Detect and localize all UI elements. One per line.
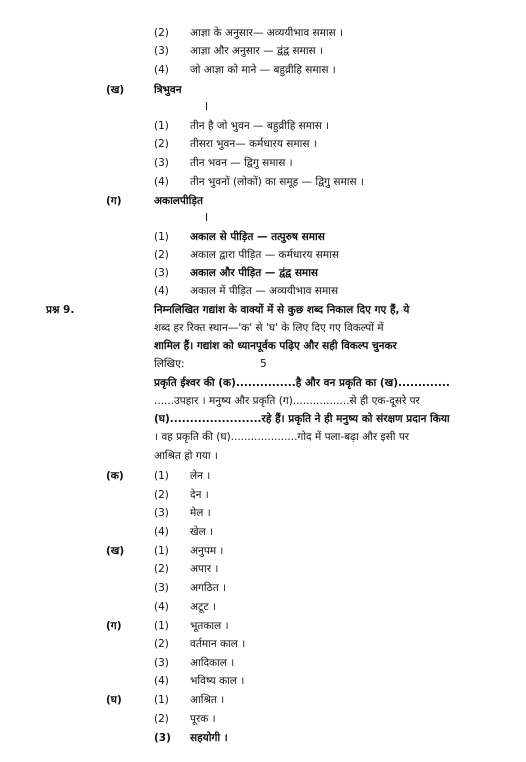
option-text: देन । bbox=[190, 489, 209, 501]
option-text: वर्तमान काल । bbox=[190, 638, 246, 650]
item-number: (3) bbox=[154, 267, 169, 279]
passage-line: आश्रित हो गया । bbox=[154, 450, 218, 462]
option-text: मेल । bbox=[190, 507, 211, 519]
option-text: भविष्य काल । bbox=[190, 675, 245, 687]
option-text: आश्रित । bbox=[190, 694, 225, 706]
section-word: त्रिभुवन bbox=[154, 84, 182, 96]
section-label: (ख) bbox=[106, 84, 125, 96]
item-text: तीन है जो भुवन — बहुव्रीहि समास । bbox=[190, 120, 330, 132]
passage-line: । वह प्रकृति की (घ)....................गोद में पला-बढ़ा और इसी पर bbox=[154, 431, 410, 443]
option-number: (3) bbox=[154, 732, 171, 744]
item-number: (4) bbox=[154, 64, 169, 76]
option-number: (1) bbox=[154, 620, 169, 632]
item-text: तीसरा भुवन— कर्मधारय समास । bbox=[190, 138, 317, 150]
section-label: (ग) bbox=[106, 195, 122, 207]
item-text: तीन भवन — द्विगु समास । bbox=[190, 157, 293, 169]
question-label: प्रश्न 9. bbox=[46, 304, 75, 316]
option-number: (1) bbox=[154, 545, 169, 557]
section-mark: I bbox=[205, 101, 209, 113]
option-number: (1) bbox=[154, 470, 169, 482]
option-group-label: (ख) bbox=[106, 545, 125, 557]
option-group-label: (घ) bbox=[106, 694, 122, 706]
option-group-label: (ग) bbox=[106, 620, 122, 632]
item-number: (4) bbox=[154, 285, 169, 297]
option-text: अपार । bbox=[190, 563, 219, 575]
option-text: लेन । bbox=[190, 470, 211, 482]
item-text: अकाल में पीड़ित — अव्ययीभाव समास bbox=[190, 285, 339, 297]
item-text: तीन भुवनों (लोकों) का समूह — द्विगु समास । bbox=[190, 176, 364, 188]
item-text: अकाल से पीड़ित — तत्पुरुष समास bbox=[190, 231, 325, 243]
item-text: अकाल और पीड़ित — द्वंद्व समास bbox=[190, 267, 319, 279]
item-text: आज्ञा और अनुसार — द्वंद्व समास । bbox=[190, 45, 323, 57]
option-number: (3) bbox=[154, 582, 169, 594]
passage-line: प्रकृति ईश्वर की (क)...............है और वन प्रकृति का (ख)............. bbox=[154, 377, 450, 389]
option-text: अटूट । bbox=[190, 601, 216, 613]
option-number: (2) bbox=[154, 638, 169, 650]
item-number: (3) bbox=[154, 45, 169, 57]
passage-line: (घ).......................रहे हैं। प्रकृति ने ही मनुष्य को संरक्षण प्रदान किया bbox=[154, 413, 450, 425]
option-text: अनुपम । bbox=[190, 545, 224, 557]
question-line: लिखिए: bbox=[154, 358, 185, 370]
option-number: (3) bbox=[154, 657, 169, 669]
item-number: (3) bbox=[154, 157, 169, 169]
option-group-label: (क) bbox=[106, 470, 124, 482]
option-text: अगठित । bbox=[190, 582, 227, 594]
option-number: (4) bbox=[154, 526, 169, 538]
section-mark: I bbox=[205, 212, 209, 224]
passage-line: ......उपहार । मनुष्य और प्रकृति (ग).................से ही एक-दूसरे पर bbox=[154, 395, 420, 407]
item-text: आज्ञा के अनुसार— अव्ययीभाव समास । bbox=[190, 27, 344, 39]
item-number: (2) bbox=[154, 249, 169, 261]
question-line: शब्द हर रिक्त स्थान—'क' से 'घ' के लिए दिए गए विकल्पों में bbox=[154, 322, 384, 334]
section-word: अकालपीड़ित bbox=[154, 195, 203, 207]
option-number: (4) bbox=[154, 601, 169, 613]
question-line: निम्नलिखित गद्यांश के वाक्यों में से कुछ शब्द निकाल दिए गए हैं, ये bbox=[154, 304, 410, 316]
item-number: (4) bbox=[154, 176, 169, 188]
item-text: जो आज्ञा को माने — बहुव्रीहि समास । bbox=[190, 64, 336, 76]
question-line: शामिल हैं। गद्यांश को ध्यानपूर्वक पढ़िए और सही विकल्प चुनकर bbox=[154, 340, 397, 352]
option-number: (2) bbox=[154, 489, 169, 501]
item-number: (2) bbox=[154, 138, 169, 150]
option-number: (1) bbox=[154, 694, 169, 706]
option-number: (4) bbox=[154, 675, 169, 687]
item-text: अकाल द्वारा पीड़ित — कर्मधारय समास bbox=[190, 249, 339, 261]
option-text: खेल । bbox=[190, 526, 214, 538]
item-number: (1) bbox=[154, 120, 169, 132]
option-text: सहयोगी । bbox=[190, 732, 228, 744]
option-text: पूरक । bbox=[190, 713, 216, 725]
option-number: (2) bbox=[154, 713, 169, 725]
option-number: (2) bbox=[154, 563, 169, 575]
item-number: (1) bbox=[154, 231, 169, 243]
option-text: आदिकाल । bbox=[190, 657, 235, 669]
option-number: (3) bbox=[154, 507, 169, 519]
item-number: (2) bbox=[154, 27, 169, 39]
question-marks: 5 bbox=[260, 358, 267, 370]
option-text: भूतकाल । bbox=[190, 620, 229, 632]
